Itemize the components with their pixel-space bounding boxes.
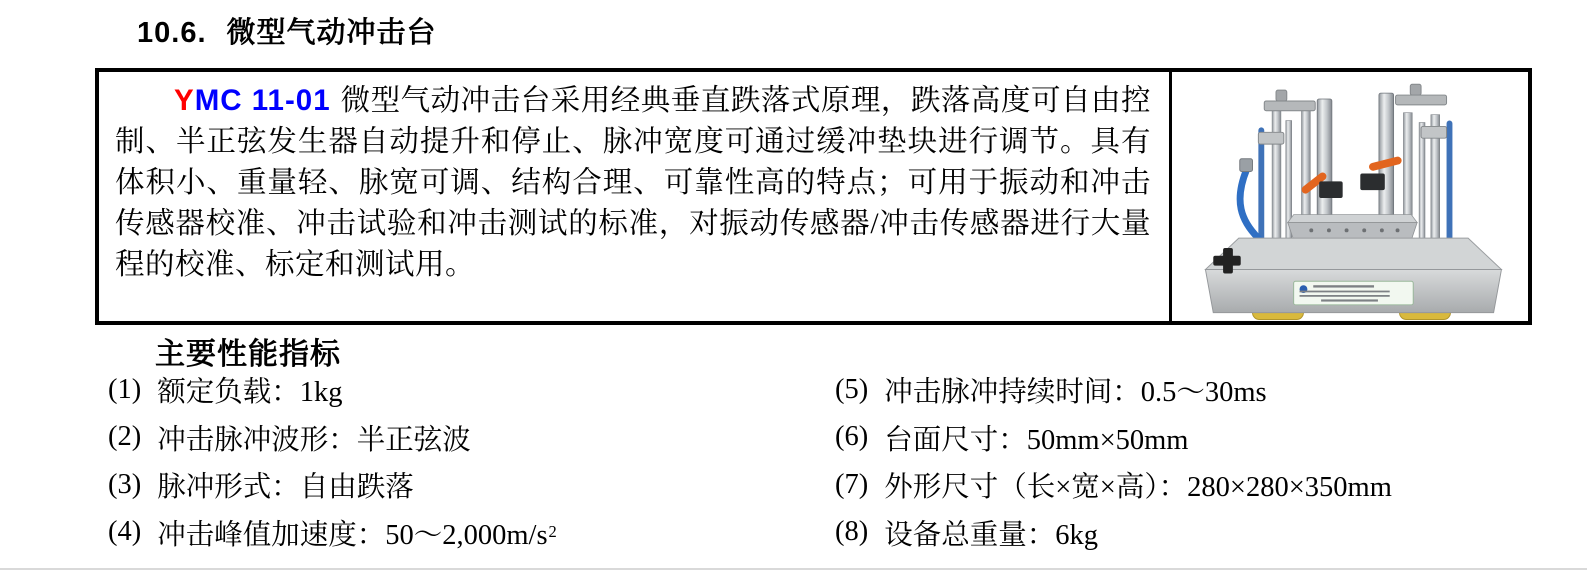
spec-text: 外形尺寸（长×宽×高）：280×280×350mm <box>884 472 1392 504</box>
spec-number: (3) <box>108 468 142 500</box>
model-prefix: Y <box>174 84 195 117</box>
specs-column-left <box>108 366 557 556</box>
description-text-cell <box>99 72 1172 321</box>
spec-number: (7) <box>835 468 869 500</box>
spec-number: (8) <box>835 516 869 548</box>
page-title: 微型气动冲击台 <box>226 17 437 49</box>
spec-text: 脉冲形式：自由跌落 <box>157 472 414 504</box>
spec-item-1 <box>108 366 557 414</box>
spec-text: 冲击脉冲持续时间：0.5～30ms <box>884 377 1267 409</box>
spec-item-4: (4) 冲击峰值加速度：50～2,000m/s 2 <box>108 509 557 557</box>
spec-item-8 <box>835 509 1393 557</box>
spec-number: (6) <box>835 421 869 453</box>
spec-number: (4) <box>108 516 142 548</box>
spec-text: 冲击脉冲波形：半正弦波 <box>157 424 471 456</box>
page-bottom-divider <box>0 568 1587 570</box>
spec-item-3 <box>108 461 557 509</box>
spec-number: (2) <box>108 421 142 453</box>
spec-item-2 <box>108 414 557 462</box>
spec-text: 设备总重量：6kg <box>884 519 1098 551</box>
section-heading <box>137 10 437 51</box>
section-number: 10.6. <box>137 17 207 49</box>
spec-text: 冲击峰值加速度：50～2,000m/s <box>157 519 548 551</box>
model-number <box>174 84 331 117</box>
intro-paragraph <box>115 80 1151 286</box>
spec-text: 台面尺寸：50mm×50mm <box>884 424 1189 456</box>
spec-item-6 <box>835 414 1393 462</box>
specs-heading: 主要性能指标 <box>155 338 341 371</box>
spec-text: 额定负载：1kg <box>157 377 343 409</box>
description-box <box>95 68 1532 325</box>
spec-item-7 <box>835 461 1393 509</box>
specs-column-right <box>835 366 1393 556</box>
intro-body: 微型气动冲击台采用经典垂直跌落式原理，跌落高度可自由控制、半正弦发生器自动提升和停止、脉冲宽度可通过缓冲垫块进行调节。具有体积小、重量轻、脉宽可调、结构合理、可靠性高的特点；可用于振动和冲击传感器校准、冲击试验和冲击测试的标准，对振动传感器/冲击传感器进行大量程的校准、标定和测试用。 <box>115 85 1151 281</box>
spec-number: (1) <box>108 373 142 405</box>
spec-item-5 <box>835 366 1393 414</box>
model-suffix: MC 11-01 <box>194 84 331 117</box>
photo-cell <box>1172 72 1528 321</box>
pneumatic-shock-table-photo <box>1178 73 1523 321</box>
spec-number: (5) <box>835 373 869 405</box>
